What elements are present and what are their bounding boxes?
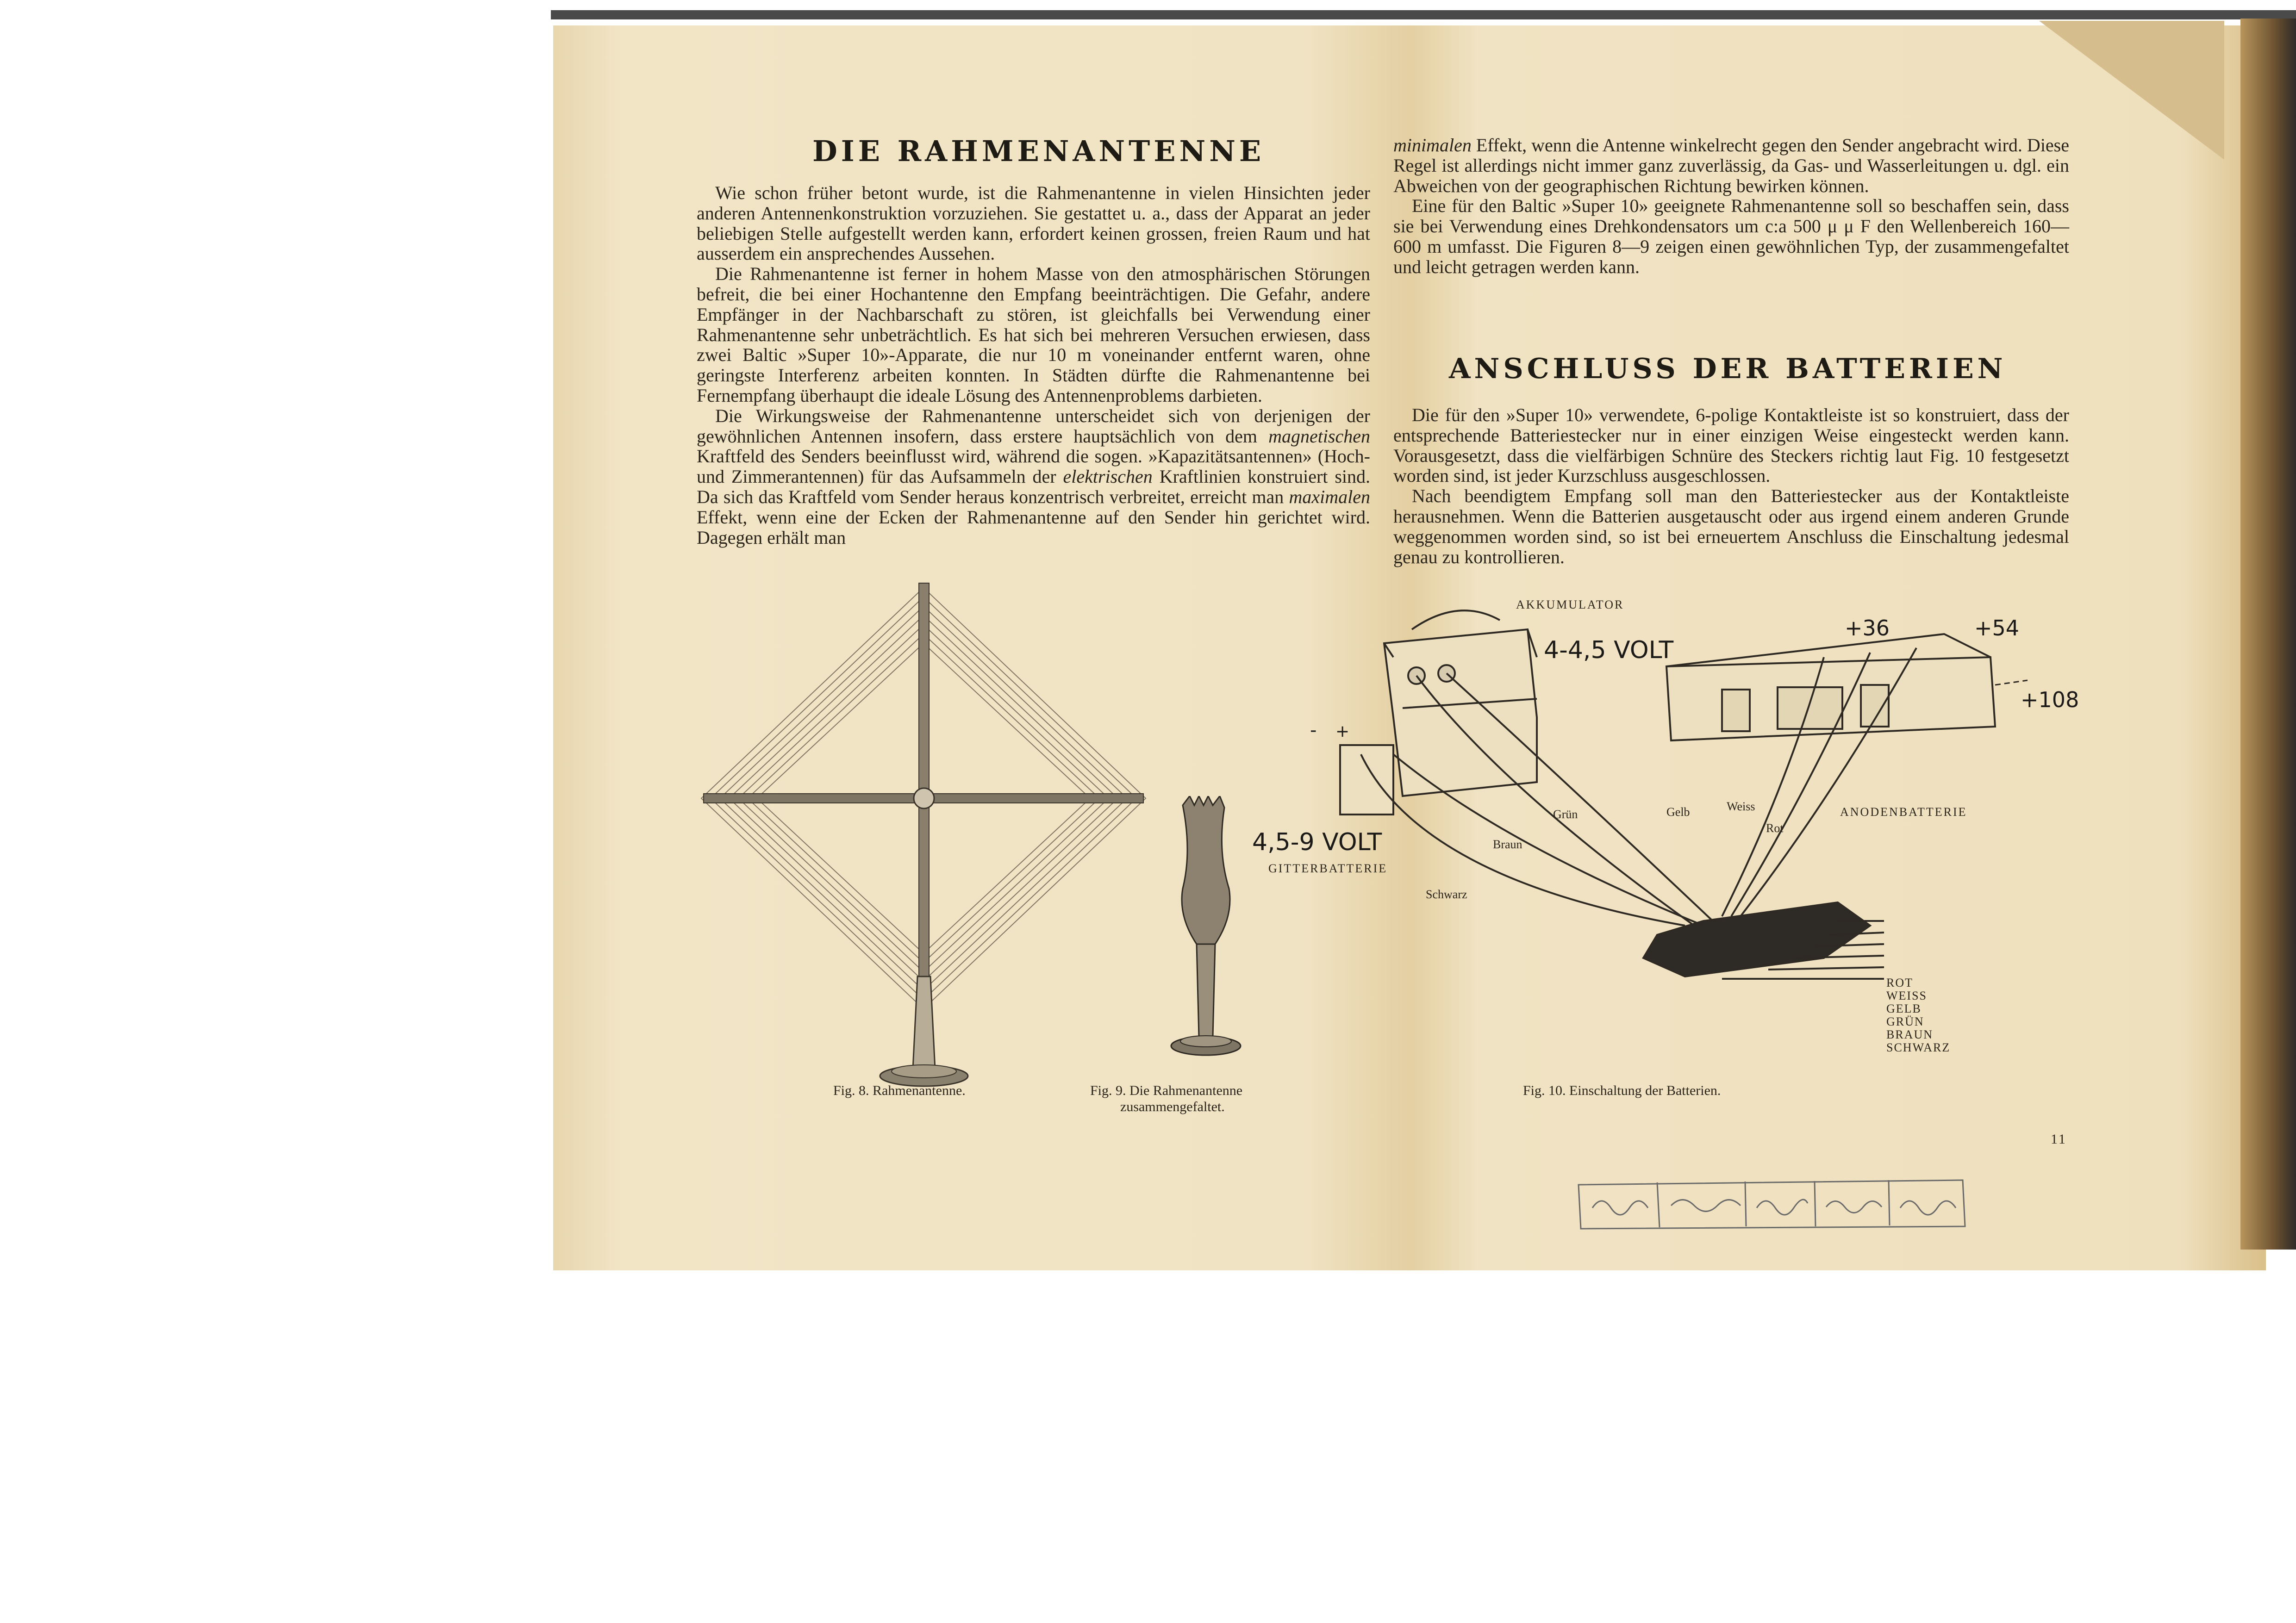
left-p3-em1: magnetischen: [1268, 425, 1371, 447]
left-p3-part2: Kraftfeld des Senders beeinflusst wird, während die sogen. »Kapazitätsantennen» (Hoch- und Zimmerantennen) für das Aufsammeln der: [697, 446, 1370, 487]
wire-gelb-label: Gelb: [1666, 805, 1690, 819]
plus108-label: +108: [2021, 687, 2079, 712]
right-paragraph-1: [1393, 135, 2069, 196]
left-paragraph-1: Wie schon früher betont wurde, ist die Rahmenantenne in vielen Hinsichten jeder anderen Antennenkonstruktion vorzuziehen. Sie gestattet u. a., dass der Apparat an jeder beliebigen Stelle aufgestellt werden kann, erfordert keinen grossen, freien Raum und hat ausserdem ein ansprechendes Aussehen.: [697, 182, 1370, 264]
legend-item-gelb: GELB: [1886, 1002, 1922, 1015]
legend-item-gruen: GRÜN: [1886, 1015, 1924, 1028]
right-heading: ANSCHLUSS DER BATTERIEN: [1449, 353, 2007, 385]
legend-item-braun: BRAUN: [1886, 1028, 1934, 1041]
plus54-label: +54: [1974, 616, 2020, 640]
fig9-caption-line1: Fig. 9. Die Rahmenantenne: [1090, 1083, 1243, 1098]
fig9-caption-line2: zusammengefaltet.: [1120, 1099, 1225, 1114]
left-paragraph-3: [697, 406, 1370, 548]
left-p3-em3: maximalen: [1289, 486, 1371, 507]
minus-terminal-label: -: [1310, 720, 1317, 741]
wire-weiss-label: Weiss: [1727, 800, 1755, 813]
wire-schwarz-label: Schwarz: [1426, 888, 1467, 901]
left-p3-em2: elektrischen: [1063, 466, 1153, 487]
plus-terminal-label: +: [1335, 722, 1350, 741]
book-top-edge: [551, 10, 2296, 19]
right-body-top: [1393, 135, 2069, 277]
anodenbatterie-label: ANODENBATTERIE: [1840, 805, 1967, 819]
legend-item-weiss: WEISS: [1886, 989, 1927, 1002]
wire-gruen-label: Grün: [1553, 808, 1578, 821]
grid-voltage-label: 4,5-9 VOLT: [1252, 828, 1382, 856]
book-spine: [2240, 19, 2296, 1250]
gitterbatterie-label: GITTERBATTERIE: [1268, 862, 1388, 875]
right-paragraph-3: Die für den »Super 10» verwendete, 6-polige Kontaktleiste ist so konstruiert, dass der entsprechende Batteriestecker nur in einer einzigen Weise eingesteckt werden kann. Vorausgesetzt, dass die vielfärbigen Schnüre des Steckers richtig laut Fig. 10 festgesetzt worden sind, ist jeder Kurzschluss ausgeschlossen.: [1393, 404, 2069, 486]
wire-color-legend: [1886, 976, 1950, 1054]
akku-voltage-label: 4-4,5 VOLT: [1544, 636, 1674, 664]
wire-braun-label: Braun: [1493, 838, 1522, 851]
left-p3-part1: Die Wirkungsweise der Rahmenantenne unterscheidet sich von derjenigen der gewöhnlichen Antennen insofern, dass erstere hauptsächlich von dem: [697, 405, 1370, 447]
left-paragraph-2: Die Rahmenantenne ist ferner in hohem Masse von den atmosphärischen Störungen befreit, die bei einer Hochantenne den Empfang beeinträchtigen. Die Gefahr, andere Empfänger in der Nachbarschaft zu stören, ist gleichfalls bei Verwendung einer Rahmenantenne sehr unbeträchtlich. Es hat sich bei mehreren Versuchen erwiesen, dass zwei Baltic »Super 10»-Apparate, die nur 10 m voneinander entfernt waren, ohne geringste Interferenz arbeiten konnten. In Städten dürfte die Rahmenantenne bei Fernempfang überhaupt die ideale Lösung des Antennenproblems darbieten.: [697, 263, 1370, 406]
left-p3-part4: Effekt, wenn eine der Ecken der Rahmenantenne auf den Sender hin gerichtet wird. Dagegen erhält man: [697, 506, 1370, 548]
left-body: [697, 183, 1370, 547]
legend-item-schwarz: SCHWARZ: [1886, 1041, 1951, 1054]
page-number: 11: [2051, 1132, 2067, 1147]
right-paragraph-2: Eine für den Baltic »Super 10» geeignete Rahmenantenne soll so beschaffen sein, dass sie bei Verwendung eines Drehkondensators um c:a 500 μ μ F den Wellenbereich 160—600 m umfasst. Die Figuren 8—9 zeigen einen gewöhnlichen Typ, der zusammengefaltet und leicht getragen werden kann.: [1393, 195, 2069, 277]
left-heading: DIE RAHMENANTENNE: [812, 134, 1265, 168]
fig8-caption: Fig. 8. Rahmenantenne.: [833, 1083, 966, 1098]
legend-item-rot: ROT: [1886, 976, 1913, 989]
pencil-sketch-annotation: [1574, 1171, 1972, 1240]
fig9-folded-antenna-illustration: [1155, 796, 1257, 1074]
left-p3-part3: Kraftlinien konstruiert sind. Da sich das Kraftfeld vom Sender heraus konzentrisch verbreitet, erreicht man: [697, 466, 1370, 507]
right-p1-em: minimalen: [1393, 135, 1472, 155]
right-body-bottom: [1393, 405, 2069, 567]
right-paragraph-4: Nach beendigtem Empfang soll man den Batteriestecker aus der Kontaktleiste herausnehmen. Wenn die Batterien ausgetauscht oder aus irgend einem anderen Grunde weggenommen worden sind, so ist bei erneuertem Anschluss die Einschaltung jedesmal genau zu kontrollieren.: [1393, 485, 2069, 567]
plus36-label: +36: [1845, 616, 1890, 640]
fig8-frame-antenna-illustration: [694, 578, 1157, 1120]
akkumulator-label: AKKUMULATOR: [1516, 598, 1624, 611]
right-p1-text: Effekt, wenn die Antenne winkelrecht gegen den Sender angebracht wird. Diese Regel ist allerdings nicht immer ganz zuverlässig, da Gas- und Wasserleitungen u. dgl. ein Abweichen von der geographischen Richtung bewirken können.: [1393, 135, 2070, 196]
fig10-caption: Fig. 10. Einschaltung der Batterien.: [1523, 1083, 1721, 1098]
wire-rot-label: Rot: [1766, 821, 1784, 835]
